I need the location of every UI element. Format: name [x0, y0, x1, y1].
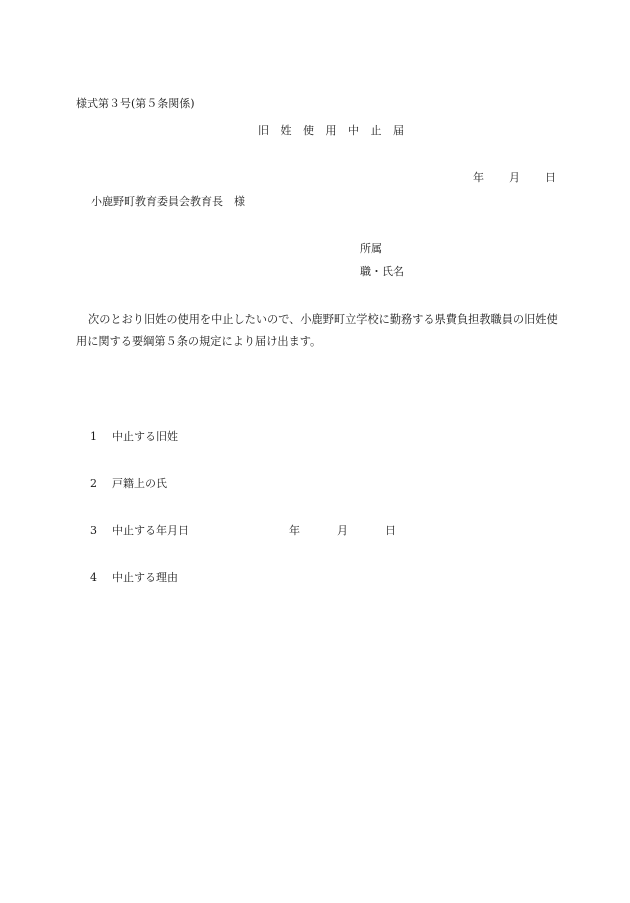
item-date-day: 日	[385, 524, 396, 537]
item-date-year: 年	[289, 524, 300, 537]
date-day-label: 日	[545, 171, 556, 184]
date-year-label: 年	[473, 171, 484, 184]
date-month-label: 月	[509, 171, 520, 184]
item-number: 1	[90, 430, 97, 443]
body-paragraph	[76, 309, 558, 353]
item-label: 戸籍上の氏	[112, 477, 167, 490]
form-title: 旧 姓 使 用 中 止 届	[258, 124, 408, 137]
item-label: 中止する年月日	[112, 524, 189, 537]
item-number: 4	[90, 571, 97, 584]
form-label: 様式第３号(第５条関係)	[76, 97, 195, 110]
item-number: 3	[90, 524, 97, 537]
item-label: 中止する旧姓	[112, 430, 178, 443]
body-text: 次のとおり旧姓の使用を中止したいので、小鹿野町立学校に勤務する県費負担教職員の旧姓使用に関する要綱第５条の規定により届け出ます。	[76, 313, 558, 348]
item-number: 2	[90, 477, 97, 490]
item-label: 中止する理由	[112, 571, 178, 584]
item-date-month: 月	[337, 524, 348, 537]
affiliation-label: 所属	[360, 242, 382, 255]
addressee: 小鹿野町教育委員会教育長 様	[91, 195, 245, 208]
position-name-label: 職・氏名	[360, 265, 404, 278]
